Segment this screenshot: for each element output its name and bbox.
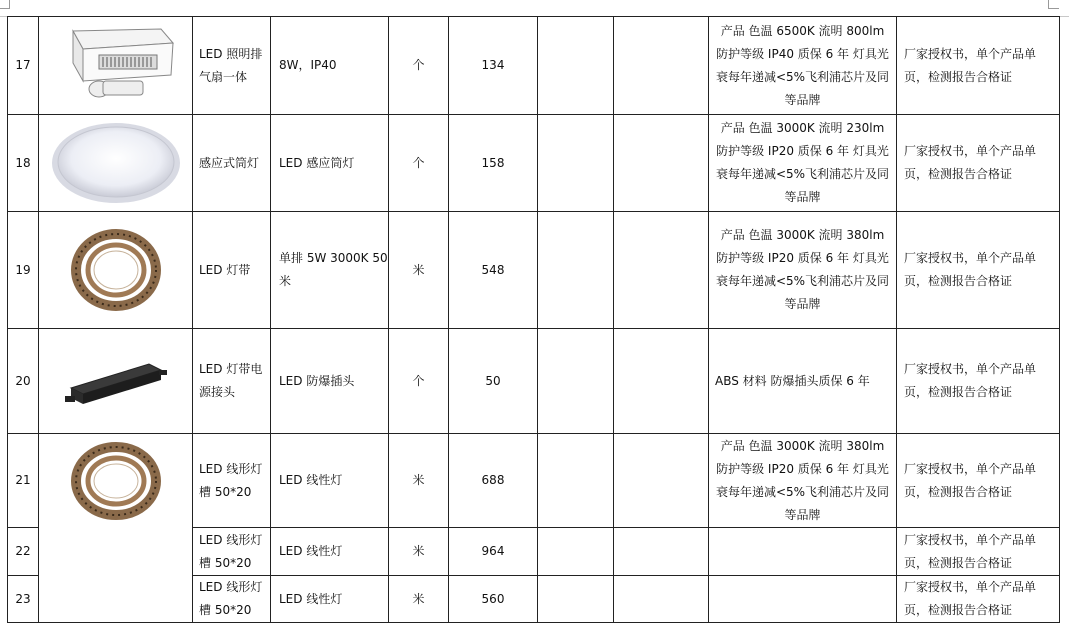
- row-number: 23: [8, 576, 39, 623]
- certification: 厂家授权书，单个产品单页，检测报告合格证: [897, 528, 1060, 576]
- empty-cell: [538, 212, 614, 329]
- product-description: [709, 528, 897, 576]
- certification: 厂家授权书，单个产品单页，检测报告合格证: [897, 115, 1060, 212]
- product-name: LED 线形灯槽 50*20: [193, 576, 271, 623]
- row-number: 17: [8, 17, 39, 115]
- row-number: 18: [8, 115, 39, 212]
- product-image-downlight: [39, 115, 193, 212]
- empty-cell: [538, 17, 614, 115]
- product-description: 产品 色温 3000K 流明 380lm 防护等级 IP20 质保 6 年 灯具光衰每年递减<5%飞利浦芯片及同等品牌: [709, 212, 897, 329]
- product-quantity: 134: [449, 17, 538, 115]
- product-quantity: 158: [449, 115, 538, 212]
- product-description: 产品 色温 3000K 流明 230lm 防护等级 IP20 质保 6 年 灯具光衰每年递减<5%飞利浦芯片及同等品牌: [709, 115, 897, 212]
- product-description: ABS 材料 防爆插头质保 6 年: [709, 329, 897, 434]
- certification: 厂家授权书，单个产品单页，检测报告合格证: [897, 17, 1060, 115]
- product-unit: 米: [389, 434, 449, 528]
- product-name: LED 线形灯槽 50*20: [193, 528, 271, 576]
- empty-cell: [614, 212, 709, 329]
- table-row: [8, 17, 1060, 115]
- empty-cell: [614, 434, 709, 528]
- product-unit: 个: [389, 17, 449, 115]
- product-name: 感应式筒灯: [193, 115, 271, 212]
- product-quantity: 688: [449, 434, 538, 528]
- certification: 厂家授权书，单个产品单页，检测报告合格证: [897, 212, 1060, 329]
- product-quantity: 964: [449, 528, 538, 576]
- product-name: LED 灯带: [193, 212, 271, 329]
- empty-cell: [614, 17, 709, 115]
- product-description: 产品 色温 6500K 流明 800lm 防护等级 IP40 质保 6 年 灯具光衰每年递减<5%飞利浦芯片及同等品牌: [709, 17, 897, 115]
- product-unit: 米: [389, 212, 449, 329]
- table-row: [8, 434, 1060, 528]
- table-row: [8, 329, 1060, 434]
- product-unit: 米: [389, 576, 449, 623]
- crop-mark-right: [1048, 0, 1059, 9]
- product-image-led-strip: [39, 212, 193, 329]
- product-spec: 单排 5W 3000K 50 米: [271, 212, 389, 329]
- product-table: [7, 16, 1060, 623]
- certification: 厂家授权书，单个产品单页，检测报告合格证: [897, 576, 1060, 623]
- product-unit: 个: [389, 115, 449, 212]
- empty-cell: [538, 576, 614, 623]
- product-quantity: 560: [449, 576, 538, 623]
- product-spec: LED 感应筒灯: [271, 115, 389, 212]
- empty-cell: [614, 576, 709, 623]
- product-description: [709, 576, 897, 623]
- product-quantity: 548: [449, 212, 538, 329]
- product-unit: 个: [389, 329, 449, 434]
- page-header-strip: [0, 0, 1069, 17]
- product-spec: 8W，IP40: [271, 17, 389, 115]
- product-image-exhaust-fan: [39, 17, 193, 115]
- empty-cell: [538, 434, 614, 528]
- product-spec: LED 线性灯: [271, 434, 389, 528]
- row-number: 22: [8, 528, 39, 576]
- product-image-power-driver: [39, 329, 193, 434]
- product-name: LED 线形灯槽 50*20: [193, 434, 271, 528]
- table-row: [8, 212, 1060, 329]
- row-number: 20: [8, 329, 39, 434]
- product-unit: 米: [389, 528, 449, 576]
- certification: 厂家授权书，单个产品单页，检测报告合格证: [897, 434, 1060, 528]
- product-spec: LED 防爆插头: [271, 329, 389, 434]
- product-name: LED 照明排气扇一体: [193, 17, 271, 115]
- product-spec: LED 线性灯: [271, 528, 389, 576]
- empty-cell: [614, 329, 709, 434]
- empty-cell: [538, 528, 614, 576]
- crop-mark-left: [0, 0, 10, 9]
- table-row: [8, 115, 1060, 212]
- empty-cell: [538, 329, 614, 434]
- product-description: 产品 色温 3000K 流明 380lm 防护等级 IP20 质保 6 年 灯具光衰每年递减<5%飞利浦芯片及同等品牌: [709, 434, 897, 528]
- product-spec: LED 线性灯: [271, 576, 389, 623]
- empty-cell: [614, 115, 709, 212]
- empty-cell: [538, 115, 614, 212]
- product-image-led-strip: [39, 434, 193, 623]
- product-quantity: 50: [449, 329, 538, 434]
- certification: 厂家授权书，单个产品单页，检测报告合格证: [897, 329, 1060, 434]
- product-name: LED 灯带电源接头: [193, 329, 271, 434]
- row-number: 19: [8, 212, 39, 329]
- row-number: 21: [8, 434, 39, 528]
- empty-cell: [614, 528, 709, 576]
